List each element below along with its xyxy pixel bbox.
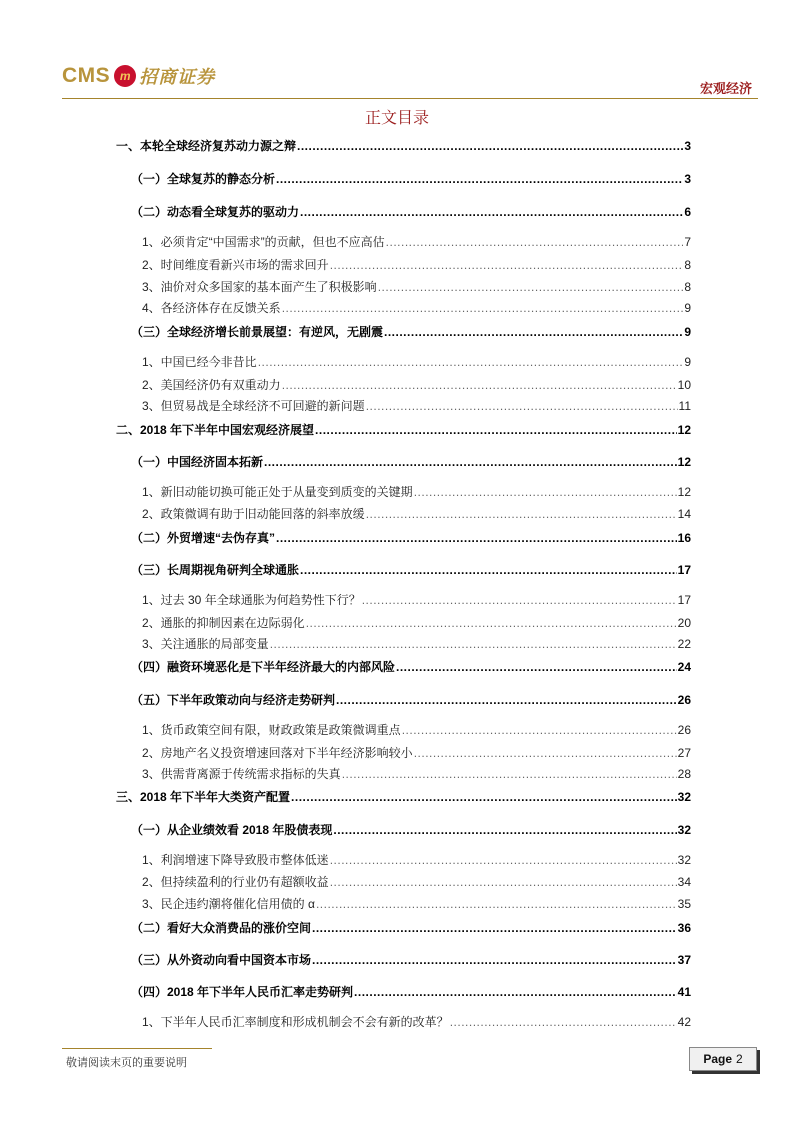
toc-entry-page: 12 — [677, 455, 691, 469]
toc-entry-title: 一、本轮全球经济复苏动力源之辩 — [116, 139, 297, 153]
toc-entry-page: 32 — [677, 823, 691, 837]
toc-entry[interactable] — [116, 233, 691, 250]
toc-entry-title: 3、供需背离源于传统需求指标的失真 — [142, 767, 341, 781]
cms-logo — [62, 60, 215, 92]
toc-leader-dots — [333, 823, 676, 837]
toc-leader-dots — [300, 205, 683, 219]
toc-entry[interactable] — [116, 278, 691, 295]
toc-entry-page: 35 — [677, 897, 691, 911]
toc-entry-title: 2、但持续盈利的行业仍有超额收益 — [142, 875, 329, 889]
toc-entry-page: 8 — [684, 258, 691, 272]
toc-entry-title: （四）2018 年下半年人民币汇率走势研判 — [131, 985, 354, 999]
toc-entry[interactable] — [116, 873, 691, 890]
toc-leader-dots — [276, 531, 677, 545]
toc-leader-dots — [414, 746, 677, 760]
toc-leader-dots — [342, 767, 677, 781]
page-header — [62, 60, 758, 100]
toc-entry-title: 三、2018 年下半年大类资产配置 — [116, 790, 291, 804]
toc-entry-title: 1、利润增速下降导致股市整体低迷 — [142, 853, 329, 867]
toc-entry-title: 3、关注通胀的局部变量 — [142, 637, 269, 651]
toc-leader-dots — [386, 235, 684, 249]
toc-entry[interactable] — [116, 299, 691, 316]
toc-entry[interactable] — [116, 744, 691, 761]
header-divider — [62, 98, 758, 99]
toc-entry[interactable] — [116, 170, 691, 187]
toc-entry[interactable] — [116, 721, 691, 738]
toc-entry-page: 17 — [677, 593, 691, 607]
toc-leader-dots — [258, 355, 684, 369]
toc-entry-page: 10 — [677, 378, 691, 392]
toc-entry[interactable] — [116, 353, 691, 370]
toc-entry[interactable] — [116, 529, 691, 546]
toc-leader-dots — [330, 875, 677, 889]
toc-entry[interactable] — [116, 137, 691, 154]
toc-leader-dots — [300, 563, 677, 577]
toc-entry-page: 36 — [677, 921, 691, 935]
toc-entry-title: 4、各经济体存在反馈关系 — [142, 301, 281, 315]
toc-leader-dots — [306, 616, 677, 630]
toc-entry-page: 37 — [677, 953, 691, 967]
toc-entry-page: 34 — [677, 875, 691, 889]
toc-entry-title: 1、中国已经今非昔比 — [142, 355, 257, 369]
toc-entry-page: 9 — [684, 301, 691, 315]
toc-entry-page: 11 — [678, 399, 691, 413]
toc-entry-page: 32 — [677, 790, 691, 804]
page-label: Page — [703, 1052, 732, 1066]
toc-entry-title: （五）下半年政策动向与经济走势研判 — [131, 693, 336, 707]
toc-leader-dots — [354, 985, 677, 999]
toc-entry-page: 7 — [684, 235, 691, 249]
toc-entry[interactable] — [116, 821, 691, 838]
toc-entry[interactable] — [116, 851, 691, 868]
toc-entry[interactable] — [116, 561, 691, 578]
toc-entry-title: 二、2018 年下半年中国宏观经济展望 — [116, 423, 315, 437]
toc-entry-page: 14 — [677, 507, 691, 521]
toc-leader-dots — [282, 378, 677, 392]
toc-entry[interactable] — [116, 397, 691, 414]
toc-entry-page: 12 — [677, 423, 691, 437]
toc-leader-dots — [362, 593, 677, 607]
footer-disclaimer: 敬请阅读末页的重要说明 — [66, 1057, 187, 1069]
toc-entry-title: 2、美国经济仍有双重动力 — [142, 378, 281, 392]
toc-entry-title: 2、政策微调有助于旧动能回落的斜率放缓 — [142, 507, 365, 521]
toc-entry[interactable] — [116, 323, 691, 340]
toc-entry-title: （三）长周期视角研判全球通胀 — [131, 563, 300, 577]
toc-entry-page: 6 — [684, 205, 691, 219]
toc-entry-page: 8 — [684, 280, 691, 294]
toc-leader-dots — [270, 637, 677, 651]
toc-leader-dots — [315, 423, 677, 437]
footer-divider — [62, 1048, 212, 1049]
toc-leader-dots — [378, 280, 684, 294]
toc-entry[interactable] — [116, 256, 691, 273]
toc-leader-dots — [312, 921, 677, 935]
toc-entry-title: 2、时间维度看新兴市场的需求回升 — [142, 258, 329, 272]
toc-entry-title: （二）看好大众消费品的涨价空间 — [131, 921, 312, 935]
toc-entry-page: 32 — [677, 853, 691, 867]
report-category: 宏观经济 — [699, 81, 752, 96]
logo-latin: CMS — [62, 64, 111, 87]
toc-entry-title: 1、新旧动能切换可能正处于从量变到质变的关键期 — [142, 485, 413, 499]
toc-entry[interactable] — [116, 614, 691, 631]
page-number-box — [689, 1047, 757, 1071]
toc-entry-title: 1、货币政策空间有限，财政政策是政策微调重点 — [142, 723, 401, 737]
toc-leader-dots — [384, 325, 683, 339]
toc-entry-title: 3、油价对众多国家的基本面产生了积极影响 — [142, 280, 377, 294]
toc-leader-dots — [366, 399, 678, 413]
toc-entry-title: 1、必须肯定“中国需求”的贡献，但也不应高估 — [142, 235, 385, 249]
toc-entry[interactable] — [116, 895, 691, 912]
toc-entry-page: 17 — [677, 563, 691, 577]
toc-entry-page: 24 — [677, 660, 691, 674]
toc-leader-dots — [316, 897, 677, 911]
toc-entry[interactable] — [116, 421, 691, 438]
toc-entry-title: （二）动态看全球复苏的驱动力 — [131, 205, 300, 219]
toc-entry[interactable] — [116, 635, 691, 652]
toc-leader-dots — [330, 258, 684, 272]
toc-leader-dots — [414, 485, 677, 499]
toc-entry-page: 27 — [677, 746, 691, 760]
toc-entry-page: 28 — [677, 767, 691, 781]
toc-entry[interactable] — [116, 788, 691, 805]
toc-entry-title: （三）从外资动向看中国资本市场 — [131, 953, 312, 967]
toc-leader-dots — [402, 723, 677, 737]
toc-entry-title: 2、通胀的抑制因素在边际弱化 — [142, 616, 305, 630]
toc-entry[interactable] — [116, 483, 691, 500]
toc-entry-page: 12 — [677, 485, 691, 499]
toc-entry[interactable] — [116, 951, 691, 968]
toc-entry-title: 1、过去 30 年全球通胀为何趋势性下行？ — [142, 593, 361, 607]
toc-leader-dots — [291, 790, 677, 804]
toc-entry-page: 9 — [684, 355, 691, 369]
toc-leader-dots — [312, 953, 677, 967]
toc-leader-dots — [336, 693, 677, 707]
toc-leader-dots — [330, 853, 677, 867]
toc-entry-page: 26 — [677, 693, 691, 707]
toc-entry[interactable] — [116, 591, 691, 608]
toc-entry[interactable] — [116, 376, 691, 393]
toc-entry[interactable] — [116, 691, 691, 708]
toc-entry[interactable] — [116, 919, 691, 936]
toc-entry-title: 2、房地产名义投资增速回落对下半年经济影响较小 — [142, 746, 413, 760]
toc-entry-title: 3、但贸易战是全球经济不可回避的新问题 — [142, 399, 365, 413]
toc-entry-page: 3 — [684, 172, 691, 186]
toc-entry-page: 20 — [677, 616, 691, 630]
toc-leader-dots — [396, 660, 677, 674]
toc-entry[interactable] — [116, 983, 691, 1000]
toc-entry-page: 3 — [684, 139, 691, 153]
page-number: 2 — [736, 1052, 743, 1066]
toc-entry-title: （四）融资环境恶化是下半年经济最大的内部风险 — [131, 660, 396, 674]
logo-chinese-name: 招商证券 — [139, 67, 216, 88]
toc-entry-page: 42 — [677, 1015, 691, 1029]
toc-title: 正文目录 — [364, 110, 429, 127]
toc-leader-dots — [297, 139, 683, 153]
toc-entry-title: 3、民企违约潮将催化信用债的 α — [142, 897, 315, 911]
toc-leader-dots — [366, 507, 677, 521]
toc-leader-dots — [450, 1015, 677, 1029]
toc-entry[interactable] — [116, 505, 691, 522]
toc-entry-title: 1、下半年人民币汇率制度和形成机制会不会有新的改革？ — [142, 1015, 449, 1029]
toc-entry-title: （一）中国经济固本拓新 — [131, 455, 264, 469]
toc-entry-title: （二）外贸增速“去伪存真” — [131, 531, 276, 545]
toc-entry-page: 22 — [677, 637, 691, 651]
toc-entry-page: 16 — [677, 531, 691, 545]
toc-entry-title: （一）从企业绩效看 2018 年股债表现 — [131, 823, 333, 837]
toc-leader-dots — [264, 455, 677, 469]
logo-seal-icon: m — [114, 65, 136, 87]
toc-entry[interactable] — [116, 1013, 691, 1030]
toc-entry-page: 26 — [677, 723, 691, 737]
toc-entry[interactable] — [116, 658, 691, 675]
toc-entry-page: 9 — [684, 325, 691, 339]
toc-leader-dots — [276, 172, 683, 186]
toc-entry-title: （三）全球经济增长前景展望：有逆风，无剧震 — [131, 325, 384, 339]
toc-leader-dots — [282, 301, 684, 315]
toc-entry[interactable] — [116, 203, 691, 220]
toc-entry[interactable] — [116, 453, 691, 470]
toc-entry-title: （一）全球复苏的静态分析 — [131, 172, 276, 186]
toc-entry[interactable] — [116, 765, 691, 782]
toc-entry-page: 41 — [677, 985, 691, 999]
